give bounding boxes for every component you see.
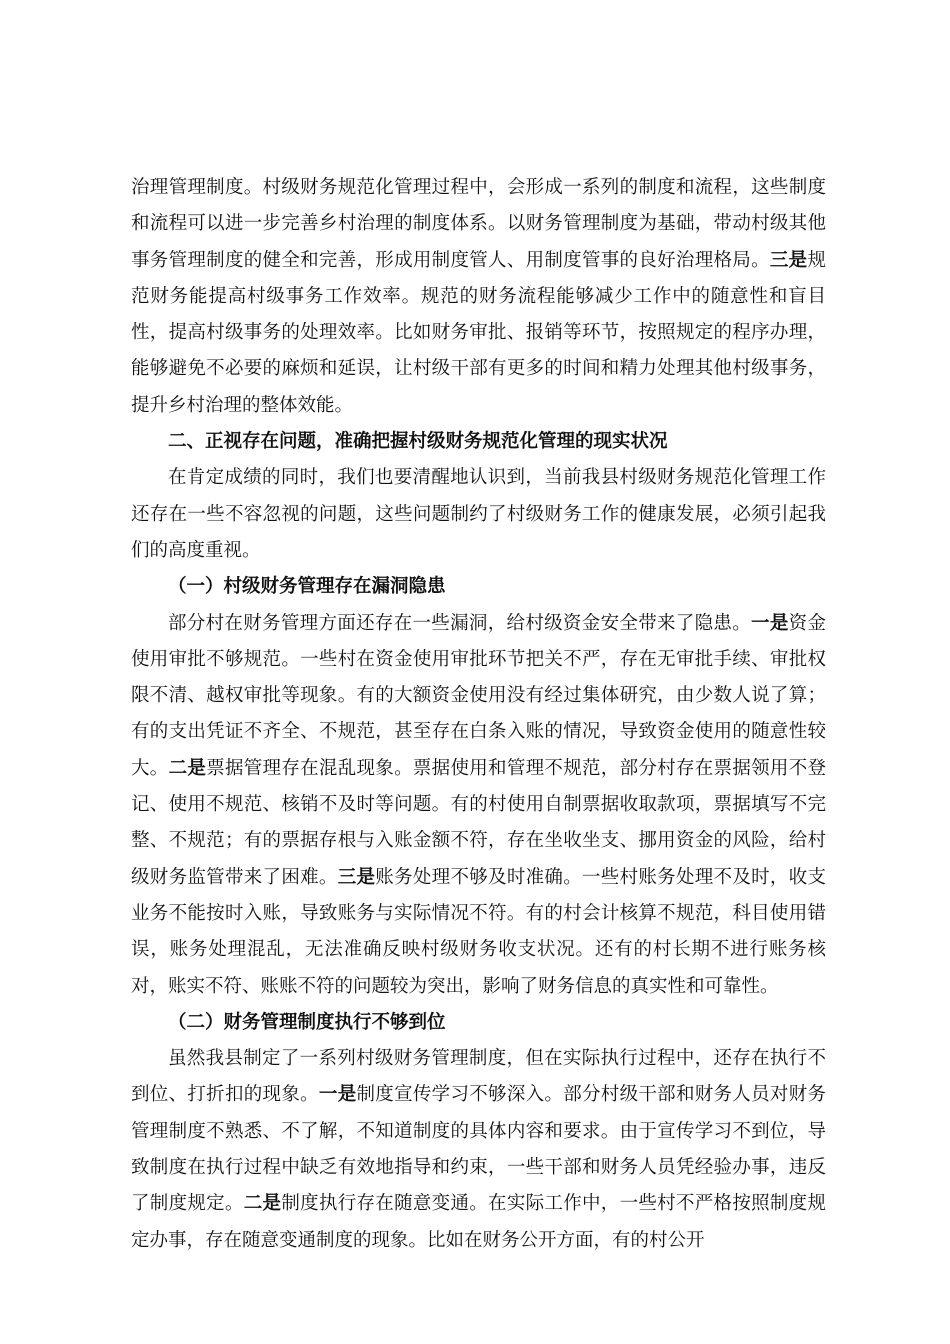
subsection-heading-1: （一）村级财务管理存在漏洞隐患 bbox=[168, 576, 446, 598]
paragraph-enforcement-text: 制度宣传学习不够深入。部分村级干部和财务人员对财务管理制度不熟悉、不了解，不知道制度的具体内容和要求。由于宣传学习不到位，导致制度在执行过程中缺乏有效地指导和约束，一些干部和财务人员凭经验办事，违反了制度规定。 bbox=[131, 1084, 826, 1215]
paragraph-governance-emphasis: 三是 bbox=[769, 249, 808, 271]
paragraph-loopholes bbox=[131, 606, 826, 1005]
paragraph-enforcement-emphasis: 一是 bbox=[318, 1084, 357, 1106]
paragraph-loopholes-text: 资金使用审批不够规范。一些村在资金使用审批环节把关不严，存在无审批手续、审批权限不清、越权审批等现象。有的大额资金使用没有经过集体研究，由少数人说了算；有的支出凭证不齐全、不规范，甚至存在白条入账的情况，导致资金使用的随意性较大。 bbox=[131, 612, 826, 779]
paragraph-loopholes-emphasis: 二是 bbox=[168, 757, 207, 779]
section-heading-2: 二、正视存在问题，准确把握村级财务规范化管理的现实状况 bbox=[168, 431, 668, 453]
paragraph-loopholes-emphasis: 三是 bbox=[337, 866, 376, 888]
paragraph-governance bbox=[131, 170, 826, 424]
paragraph-enforcement-text: 虽然我县制定了一系列村级财务管理制度，但在实际执行过程中，还存在执行不到位、打折扣的现象。 bbox=[131, 1048, 826, 1106]
document-body bbox=[131, 170, 826, 1259]
paragraph-loopholes-emphasis: 一是 bbox=[751, 612, 789, 634]
subsection-heading-2: （二）财务管理制度执行不够到位 bbox=[168, 1011, 446, 1033]
paragraph-loopholes-text: 票据管理存在混乱现象。票据使用和管理不规范，部分村存在票据领用不登记、使用不规范、核销不及时等问题。有的村使用自制票据收取款项，票据填写不完整、不规范；有的票据存根与入账金额不符，存在坐收坐支、挪用资金的风险，给村级财务监管带来了困难。 bbox=[131, 757, 826, 888]
paragraph-governance-text: 治理管理制度。村级财务规范化管理过程中，会形成一系列的制度和流程，这些制度和流程可以进一步完善乡村治理的制度体系。以财务管理制度为基础，带动村级其他事务管理制度的健全和完善，形成用制度管人、用制度管事的良好治理格局。 bbox=[131, 177, 826, 271]
paragraph-intro: 在肯定成绩的同时，我们也要清醒地认识到，当前我县村级财务规范化管理工作还存在一些不容忽视的问题，这些问题制约了村级财务工作的健康发展，必须引起我们的高度重视。 bbox=[131, 467, 826, 561]
paragraph-enforcement-text: 制度执行存在随意变通。在实际工作中，一些村不严格按照制度规定办事，存在随意变通制度的现象。比如在财务公开方面，有的村公开 bbox=[131, 1193, 826, 1251]
paragraph-enforcement-emphasis: 二是 bbox=[243, 1193, 282, 1215]
paragraph-loopholes-text: 部分村在财务管理方面还存在一些漏洞，给村级资金安全带来了隐患。 bbox=[168, 612, 752, 634]
paragraph-loopholes-text: 账务处理不够及时准确。一些村账务处理不及时，收支业务不能按时入账，导致账务与实际情况不符。有的村会计核算不规范，科目使用错误，账务处理混乱，无法准确反映村级财务收支状况。还有的村长期不进行账务核对，账实不符、账账不符的问题较为突出，影响了财务信息的真实性和可靠性。 bbox=[131, 866, 826, 997]
paragraph-enforcement bbox=[131, 1041, 826, 1259]
paragraph-governance-text: 规范财务能提高村级事务工作效率。规范的财务流程能够减少工作中的随意性和盲目性，提高村级事务的处理效率。比如财务审批、报销等环节，按照规定的程序办理，能够避免不必要的麻烦和延误，让村级干部有更多的时间和精力处理其他村级事务，提升乡村治理的整体效能。 bbox=[131, 249, 826, 416]
